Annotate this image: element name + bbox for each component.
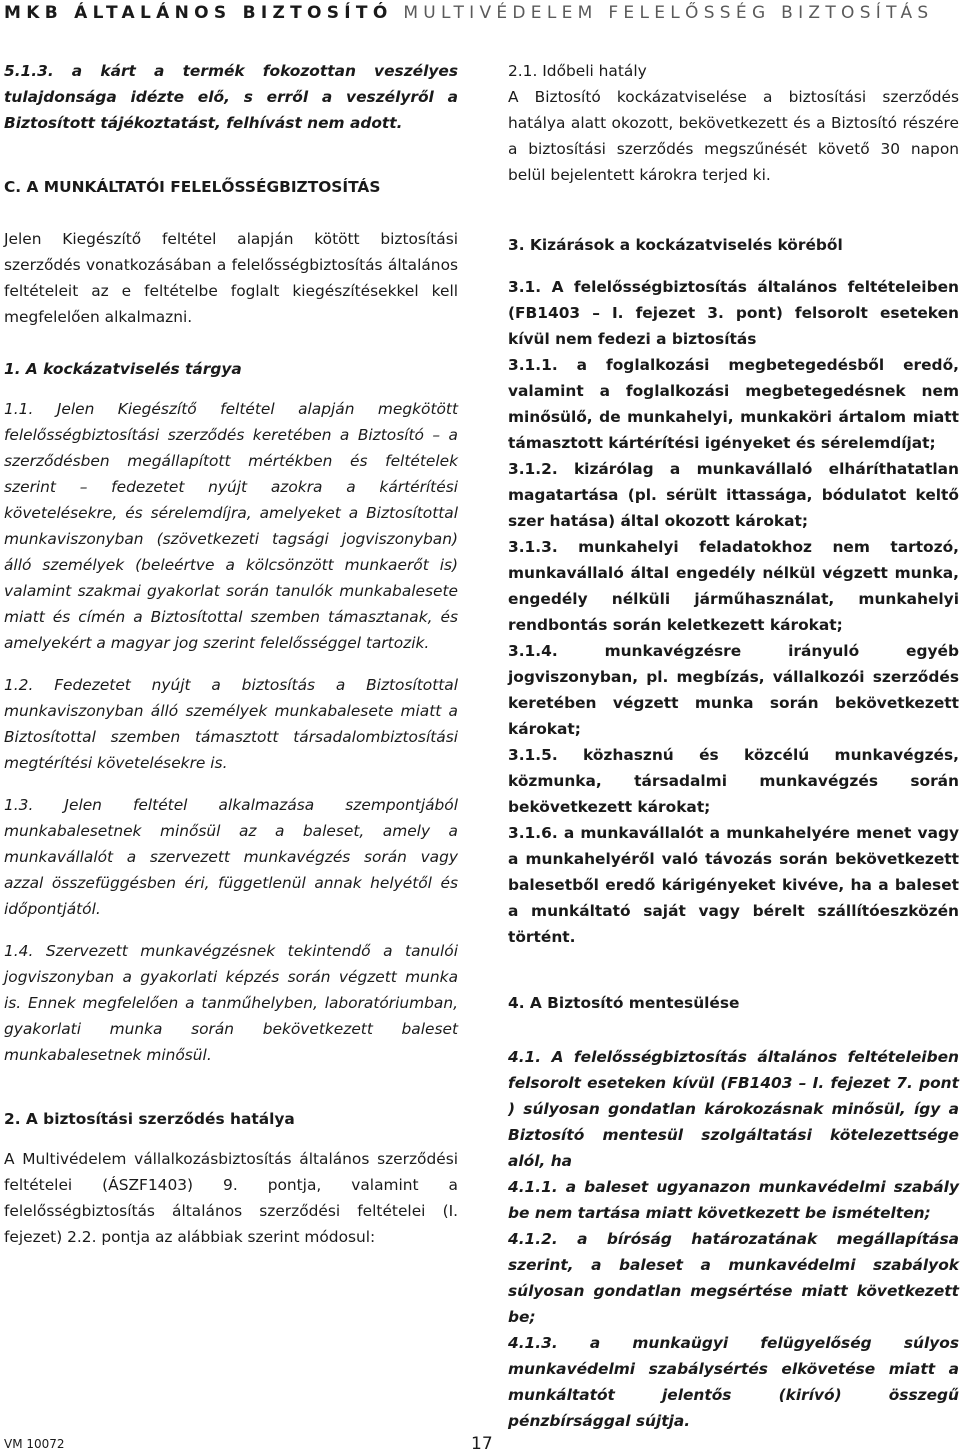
clause-1-3: 1.3. Jelen feltétel alkalmazása szempontjából munkabalesetnek minősül az a baleset, amely a munkavállalót a szervezett munkavégzés során vagy azzal összefüggésben éri, függetlenül annak helyétől és időpontjától. — [4, 796, 458, 918]
clause-4-1-1: 4.1.1. a baleset ugyanazon munkavédelmi szabály be nem tartása miatt következett be ismételten; — [508, 1178, 959, 1222]
clause-3-1-5: 3.1.5. közhasznú és közcélú munkavégzés, közmunka, társadalmi munkavégzés során bekövetkezett károkat; — [508, 746, 959, 816]
header-company: MKB ÁLTALÁNOS BIZTOSÍTÓ — [4, 3, 393, 23]
clause-1-2: 1.2. Fedezetet nyújt a biztosítás a Biztosítottal munkaviszonyban álló személyek munkabalesete miatt a Biztosítottal szemben támasztott társadalombiztosítási megtérítési követelésekre is. — [4, 676, 458, 772]
clause-5-1-3: 5.1.3. a kárt a termék fokozottan veszélyes tulajdonsága idézte elő, s erről a veszélyről a Biztosított tájékoztatást, felhívást nem adott. — [4, 62, 458, 132]
clause-4-1: 4.1. A felelősségbiztosítás általános feltételeiben felsorolt eseteken kívül (FB1403 – I. fejezet 7. pont ) súlyosan gondatlan károkozásnak minősül, így a Biztosító mentesül szolgáltatási kötelezettsége alól, ha — [508, 1048, 959, 1170]
heading-4: 4. A Biztosító mentesülése — [508, 994, 740, 1012]
clause-4-1-3: 4.1.3. a munkaügyi felügyelőség súlyos munkavédelmi szabálysértés elkövetése miatt a munkáltatót jelentős (kirívó) összegű pénzbírsággal sújtja. — [508, 1334, 959, 1430]
clause-3-1: 3.1. A felelősségbiztosítás általános feltételeiben (FB1403 – I. fejezet 3. pont) felsorolt eseteken kívül nem fedezi a biztosítás — [508, 278, 959, 348]
clause-1-1: 1.1. Jelen Kiegészítő feltétel alapján megkötött felelősségbiztosítási szerződés keretében a Biztosító – a szerződésben megállapított mértékben és feltételek szerint – fedezetet nyújt azokra a kártérítési követelésekre, és sérelemdíjra, amelyeket a Biztosítottal munkaviszonyban (szövetkezeti tagsági jogviszonyban) álló személyek (beleértve a kölcsönzött munkaerőt is) valamint szakmai gyakorlat során tanulók munkabalesete miatt és címén a Biztosítottal szemben támasztanak, és amelyekért a magyar jog szerint felelősséggel tartozik. — [4, 400, 458, 652]
running-header — [4, 0, 960, 26]
clause-3-1-2: 3.1.2. kizárólag a munkavállaló elháríthatatlan magatartása (pl. sérült ittassága, bódulatot keltő szer hatása) által okozott károkat; — [508, 460, 959, 530]
heading-3: 3. Kizárások a kockázatviselés köréből — [508, 236, 843, 254]
right-column — [508, 58, 959, 1434]
clause-3-1-6: 3.1.6. a munkavállalót a munkahelyére menet vagy a munkahelyéről való távozás során bekövetkezett balesetből eredő kárigényeket kivéve, ha a baleset a munkáltató saját vagy bérelt szállítóeszközén történt. — [508, 824, 959, 946]
clause-2: A Multivédelem vállalkozásbiztosítás általános szerződési feltételei (ÁSZF1403) 9. pontja, valamint a felelősségbiztosítás általános szerződési feltételei (I. fejezet) 2.2. pontja az alábbiak szerint módosul: — [4, 1150, 458, 1246]
section-c-heading: C. A MUNKÁLTATÓI FELELŐSSÉGBIZTOSÍTÁS — [4, 178, 381, 196]
clause-2-1: A Biztosító kockázatviselése a biztosítási szerződés hatálya alatt okozott, bekövetkezett és a Biztosító részére a biztosítási szerződés megszűnését követő 30 napon belül bejelentett károkra terjed ki. — [508, 88, 959, 184]
document-code: VM 10072 — [4, 1437, 65, 1451]
header-product: MULTIVÉDELEM FELELŐSSÉG BIZTOSÍTÁS — [403, 3, 934, 23]
clause-3-1-4: 3.1.4. munkavégzésre irányuló egyéb jogviszonyban, pl. megbízás, vállalkozói szerződés keretében végzett munka során bekövetkezett károkat; — [508, 642, 959, 738]
clause-3-1-1: 3.1.1. a foglalkozási megbetegedésből eredő, valamint a foglalkozási megbetegedésnek nem minősülő, de munkahelyi, munkaköri ártalom miatt támasztott kártérítési igényeket és sérelemdíjat; — [508, 356, 959, 452]
clause-1-4: 1.4. Szervezett munkavégzésnek tekintendő a tanulói jogviszonyban a gyakorlati képzés során végzett munka is. Ennek megfelelően a tanműhelyben, laboratóriumban, gyakorlati munka során bekövetkezett baleset munkabalesetnek minősül. — [4, 942, 458, 1064]
clause-3-1-3: 3.1.3. munkahelyi feladatokhoz nem tartozó, munkavállaló által engedély nélkül végzett munka, engedély nélküli járműhasználat, munkahelyi rendbontás során keletkezett károkat; — [508, 538, 959, 634]
heading-2-1: 2.1. Időbeli hatály — [508, 62, 647, 80]
clause-4-1-2: 4.1.2. a bíróság határozatának megállapítása szerint, a baleset a munkavédelmi szabályok súlyosan gondatlan megsértése miatt következett be; — [508, 1230, 959, 1326]
heading-1: 1. A kockázatviselés tárgya — [4, 360, 242, 378]
heading-2: 2. A biztosítási szerződés hatálya — [4, 1110, 295, 1128]
left-column — [4, 58, 458, 1250]
page-number: 17 — [471, 1434, 493, 1454]
section-c-intro: Jelen Kiegészítő feltétel alapján kötött biztosítási szerződés vonatkozásában a felelősségbiztosítás általános feltételeit az e feltételbe foglalt kiegészítésekkel kell megfelelően alkalmazni. — [4, 230, 458, 326]
